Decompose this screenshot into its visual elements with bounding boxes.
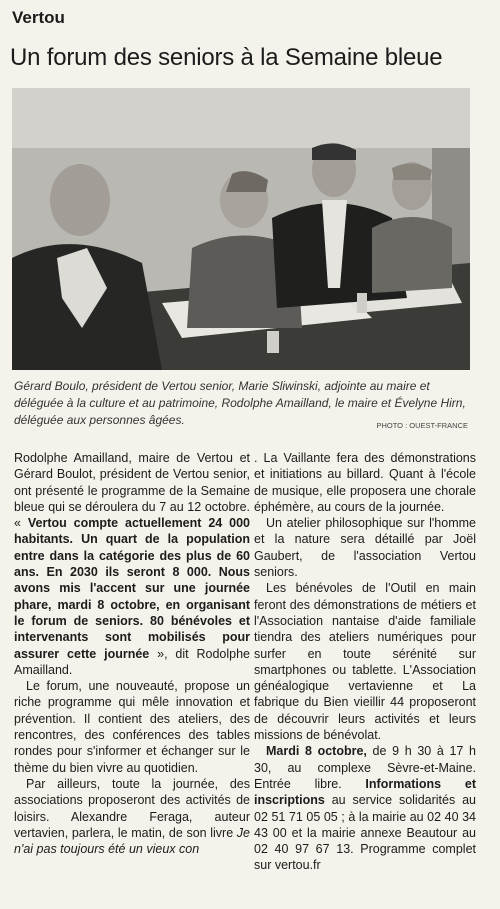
paragraph-3-continued	[254, 450, 476, 515]
paragraph-6	[254, 743, 476, 873]
p3-start: Par ailleurs, toute la journée, des associations proposeront des activités de loisirs. Alexandre Feraga, auteur vertavien, parlera, le matin, de son livre	[14, 776, 250, 840]
p1-quote: Vertou compte actuellement 24 000 habitants. Un quart de la population entre dans la catégorie des plus de 60 ans. En 2030 ils seront 8 000. Nous avons mis l'accent sur une journée phare, mardi 8 octobre, en organisant le forum de seniors. 80 bénévoles et intervenants sont mobilisés pour assurer cette journée	[14, 516, 250, 661]
p3-end: . La Vaillante fera des démonstrations et initiations au billard. Quant à l'école de musique, elle proposera une chorale éphémère, au cours de la journée.	[254, 451, 476, 514]
article-photo	[12, 88, 470, 370]
info-label: Informations et inscriptions	[254, 776, 476, 808]
p1-intro: Rodolphe Amailland, maire de Vertou et Gérard Boulot, président de Vertou senior, ont présenté le programme de la Semaine bleue qui se déroulera du 7 au 12 octobre. «	[14, 451, 250, 531]
press-conference-photo	[12, 88, 470, 370]
paragraph-5: Les bénévoles de l'Outil en main feront des démonstrations de métiers et l'Association nantaise d'aide familiale tiendra des ateliers numériques pour surfer en toute sérénité sur smartphones ou tablette. L'Association généalogique vertavienne et La fabrique du Bien vieillir 44 proposeront de découvrir leurs activités et leurs missions de bénévolat.	[254, 581, 476, 743]
photo-caption: Gérard Boulo, président de Vertou senior, Marie Sliwinski, adjointe au maire et déléguée à la culture et au patrimoine, Rodolphe Amailland, le maire et Évelyne Hirn, déléguée aux personnes âgées.	[14, 379, 466, 427]
article-headline: Un forum des seniors à la Semaine bleue	[10, 44, 443, 71]
program-link: Programme complet sur vertou.fr	[254, 842, 476, 873]
paragraph-1	[14, 450, 250, 678]
paragraph-3	[14, 776, 250, 857]
article-column-left	[14, 450, 250, 857]
p1-end: », dit Rodolphe Amailland.	[14, 646, 251, 677]
paragraph-2: Le forum, une nouveauté, propose un riche programme qui mêle innovation et prévention. Il contient des ateliers, des rencontres, des conférences des tables rondes pour s'informer et échanger sur le thème du bien vivre au quotidien.	[14, 679, 250, 775]
contact-phones: au service solidarités au 02 51 71 05 05 ; à la mairie au 02 40 34 43 00 et la mairie annexe Beautour au 02 40 97 67 13.	[254, 793, 476, 857]
book-title: Je n'ai pas toujours été un vieux con	[14, 825, 250, 857]
event-details: de 9 h 30 à 17 h 30, au complexe Sèvre-et-Maine. Entrée libre.	[254, 744, 476, 791]
event-date: Mardi 8 octobre,	[266, 744, 367, 759]
section-kicker: Vertou	[12, 8, 65, 27]
photo-credit: PHOTO : OUEST-FRANCE	[376, 421, 468, 430]
paragraph-4: Un atelier philosophique sur l'homme et la nature sera détaillé par Joël Gaubert, de l'association Vertou seniors.	[254, 516, 476, 580]
article-column-right	[254, 450, 476, 874]
